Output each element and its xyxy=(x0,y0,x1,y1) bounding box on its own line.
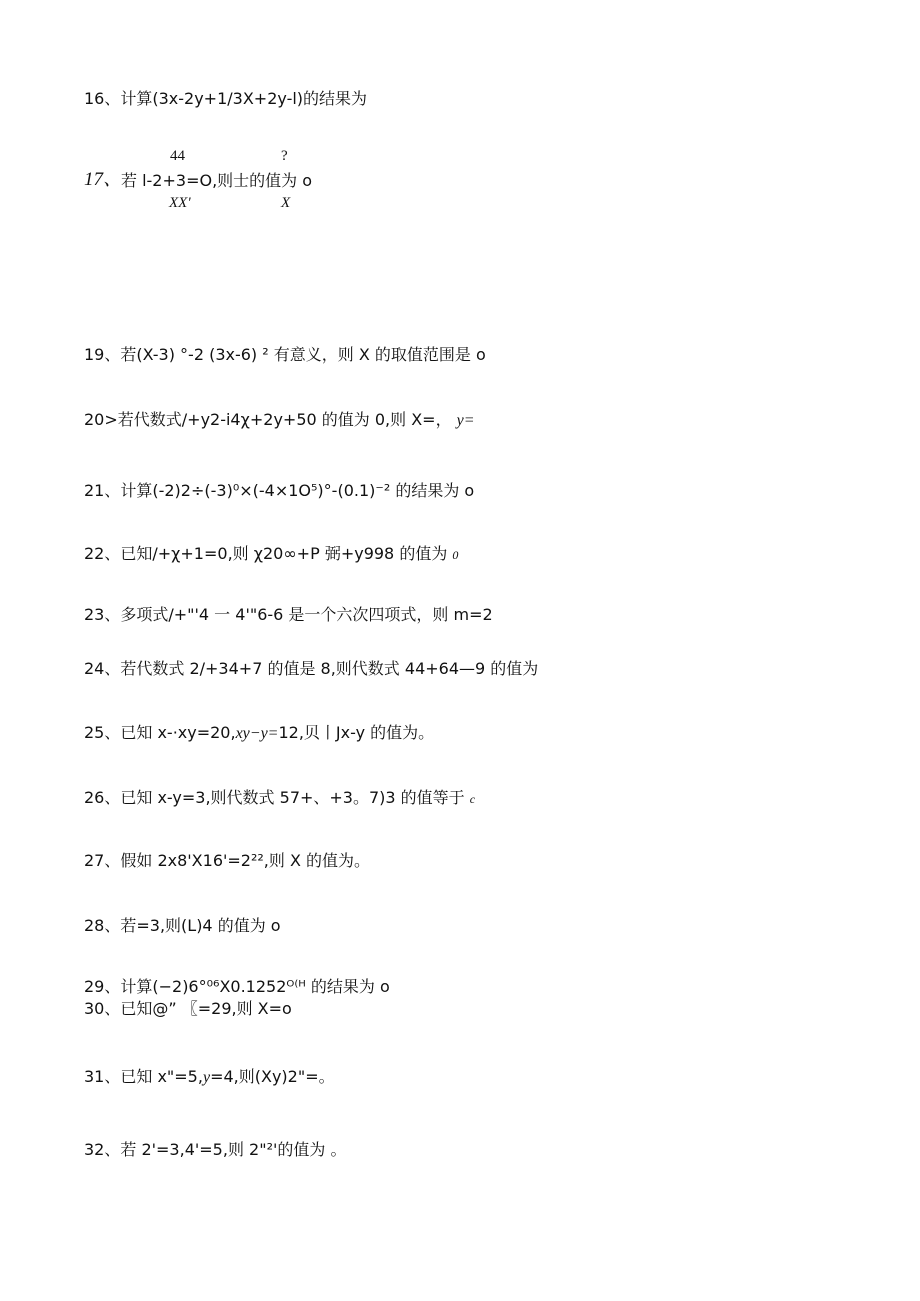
q32-tail: 。 xyxy=(330,1140,347,1159)
q17-fraction-top-left: 44 xyxy=(170,148,185,164)
q32-line xyxy=(84,1140,347,1160)
q31-text-b: y xyxy=(202,1069,211,1086)
q31-text-a: 31、已知 x"=5, xyxy=(84,1067,203,1086)
q26-line xyxy=(84,788,475,809)
q20-text: 20>若代数式/+y2-i4χ+2y+50 的值为 0,则 X=， xyxy=(84,410,452,429)
q19-line: 19、若(X-3) °-2 (3x-6) ² 有意义，则 X 的取值范围是 o xyxy=(84,345,486,364)
q22-line xyxy=(84,544,458,565)
q17-line: 若 l-2+3=O,则士的值为 o xyxy=(121,171,313,190)
q24-line: 24、若代数式 2/+34+7 的值是 8,则代数式 44+64—9 的值为 xyxy=(84,659,539,678)
q25-line xyxy=(84,723,434,744)
q22-tail: 0 xyxy=(452,548,459,562)
q26-text: 26、已知 x-y=3,则代数式 57+、+3。7)3 的值等于 xyxy=(84,788,465,807)
q26-tail: c xyxy=(469,792,476,806)
q17-fraction-top-right: ? xyxy=(281,148,288,164)
q17-fraction-bottom-left: XX' xyxy=(169,195,191,211)
q31-line xyxy=(84,1067,335,1088)
q27-line: 27、假如 2x8'X16'=2²²,则 X 的值为。 xyxy=(84,851,371,870)
q25-text-b: xy−y= xyxy=(235,725,279,742)
q30-line: 30、已知@” 〖=29,则 X=o xyxy=(84,999,292,1018)
q20-line xyxy=(84,410,475,431)
q16-line: 16、计算(3x-2y+1/3X+2y-l)的结果为 xyxy=(84,89,368,108)
q17-number: 17、 xyxy=(84,169,123,190)
q22-text: 22、已知/+χ+1=0,则 χ20∞+P 弼+y998 的值为 xyxy=(84,544,448,563)
q20-tail: y= xyxy=(456,412,475,429)
q25-text-c: 12,贝丨Jx-y 的值为。 xyxy=(278,723,435,742)
q31-text-c: =4,则(Xy)2"=。 xyxy=(210,1067,335,1086)
q29-line: 29、计算(−2)6°⁰⁶X0.1252ᴼ⁽ᴴ 的结果为 o xyxy=(84,977,390,996)
q21-line: 21、计算(-2)2÷(-3)⁰×(-4×1O⁵)°-(0.1)⁻² 的结果为 o xyxy=(84,481,475,500)
q17-fraction-bottom-right: X xyxy=(281,195,291,211)
q25-text-a: 25、已知 x-·xy=20, xyxy=(84,723,236,742)
q28-line: 28、若=3,则(L)4 的值为 o xyxy=(84,916,281,935)
q23-line: 23、多项式/+"'4 一 4'"6-6 是一个六次四项式，则 m=2 xyxy=(84,605,493,624)
q32-text: 32、若 2'=3,4'=5,则 2"²'的值为 xyxy=(84,1140,326,1159)
